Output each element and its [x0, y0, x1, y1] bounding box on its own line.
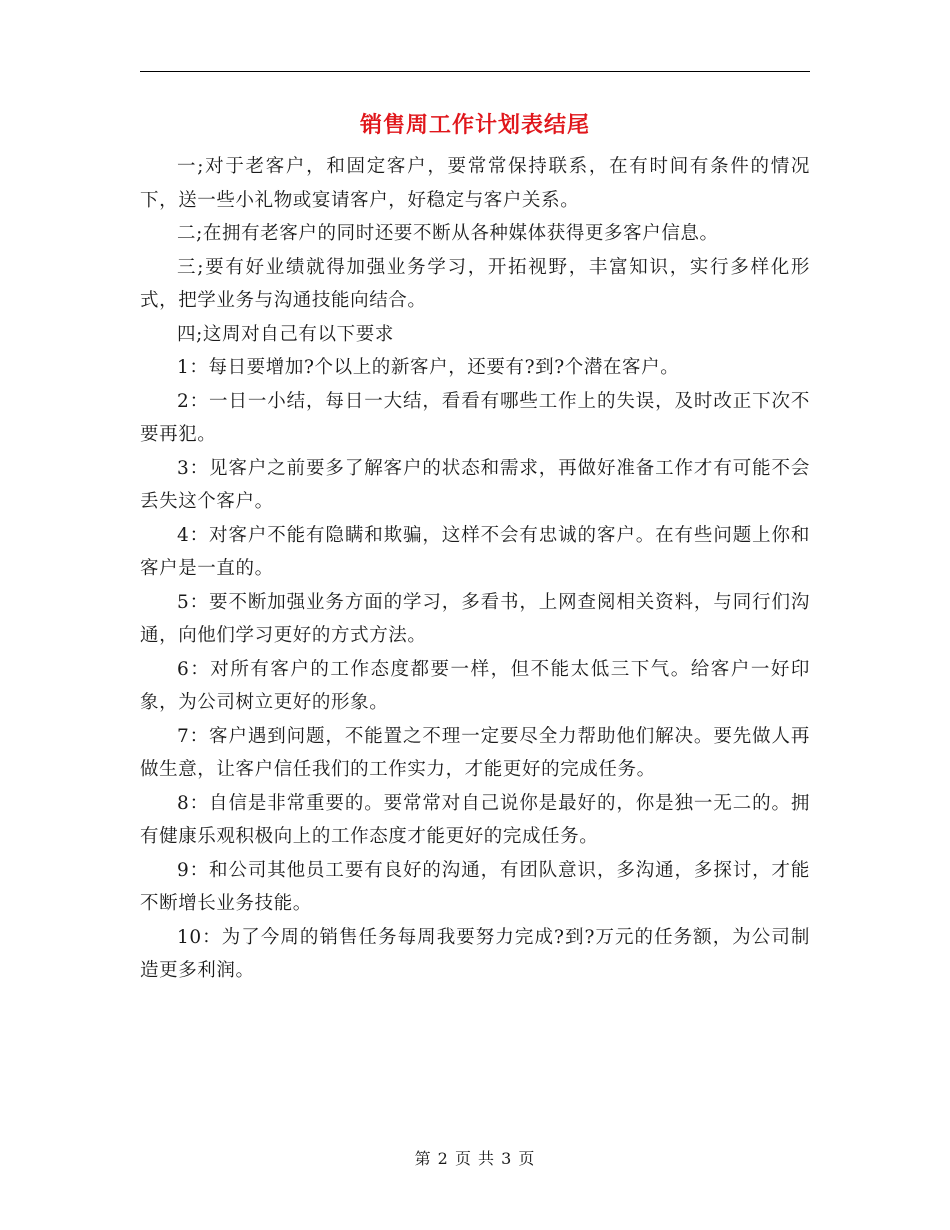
list-item-10: 10：为了今周的销售任务每周我要努力完成?到?万元的任务额，为公司制造更多利润。	[140, 926, 810, 981]
list-item-6: 6：对所有客户的工作态度都要一样，但不能太低三下气。给客户一好印象，为公司树立更好的形象。	[140, 658, 810, 713]
page-number: 第 2 页 共 3 页	[414, 1149, 536, 1168]
paragraph-4: 四;这周对自己有以下要求	[177, 323, 394, 345]
list-item-9: 9：和公司其他员工要有良好的沟通，有团队意识，多沟通，多探讨，才能不断增长业务技能。	[140, 859, 810, 914]
list-item-1: 1：每日要增加?个以上的新客户，还要有?到?个潜在客户。	[177, 357, 680, 378]
header-rule	[140, 71, 810, 72]
list-item-3: 3：见客户之前要多了解客户的状态和需求，再做好准备工作才有可能不会丢失这个客户。	[140, 457, 810, 512]
list-item-7: 7：客户遇到问题，不能置之不理一定要尽全力帮助他们解决。要先做人再做生意，让客户信任我们的工作实力，才能更好的完成任务。	[140, 725, 810, 780]
list-item-2: 2：一日一小结，每日一大结，看看有哪些工作上的失误，及时改正下次不要再犯。	[140, 390, 810, 445]
document-body	[140, 150, 810, 988]
document-title: 销售周工作计划表结尾	[359, 113, 590, 138]
list-item-8: 8：自信是非常重要的。要常常对自己说你是最好的，你是独一无二的。拥有健康乐观积极向上的工作态度才能更好的完成任务。	[140, 792, 810, 847]
list-item-4: 4：对客户不能有隐瞒和欺骗，这样不会有忠诚的客户。在有些问题上你和客户是一直的。	[140, 524, 810, 579]
list-item-5: 5：要不断加强业务方面的学习，多看书，上网查阅相关资料，与同行们沟通，向他们学习更好的方式方法。	[140, 591, 810, 646]
paragraph-1: 一;对于老客户，和固定客户，要常常保持联系，在有时间有条件的情况下，送一些小礼物或宴请客户，好稳定与客户关系。	[140, 156, 810, 211]
paragraph-3: 三;要有好业绩就得加强业务学习，开拓视野，丰富知识，实行多样化形式，把学业务与沟通技能向结合。	[140, 256, 810, 311]
paragraph-2: 二;在拥有老客户的同时还要不断从各种媒体获得更多客户信息。	[177, 223, 719, 244]
